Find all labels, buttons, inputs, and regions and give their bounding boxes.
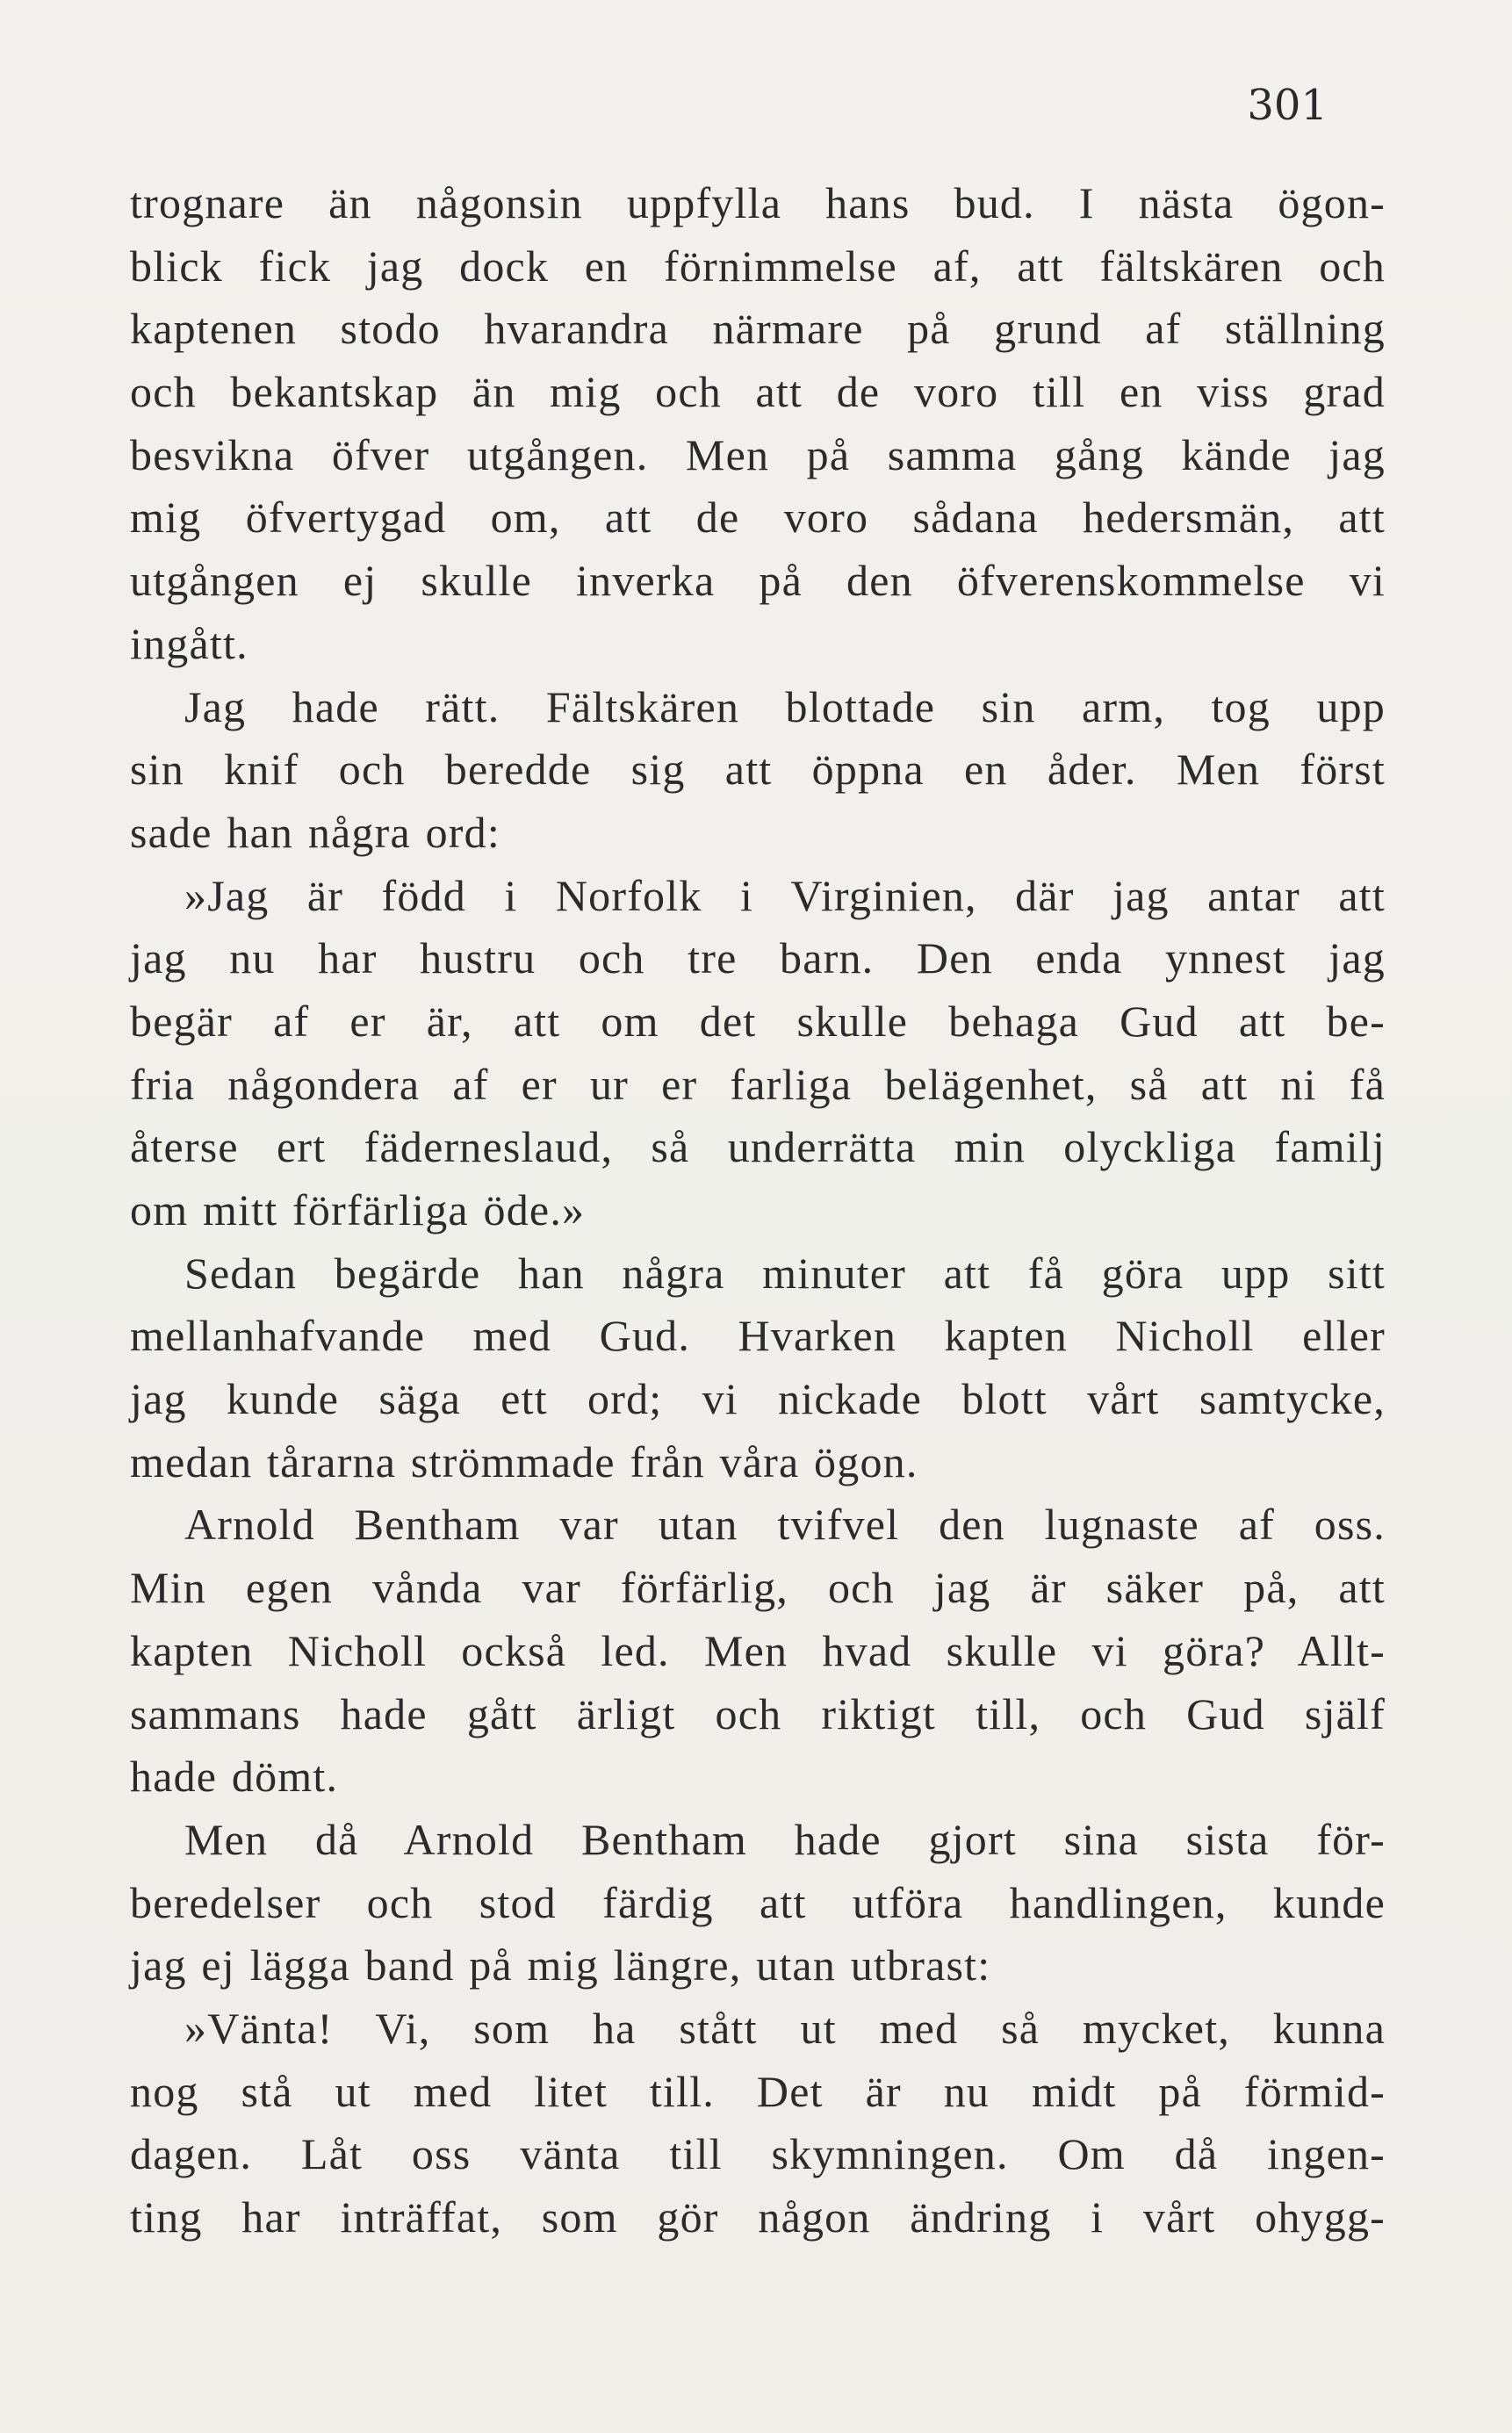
text-line: utgången ej skulle inverka på den öfverenskommelse vi: [130, 556, 1386, 606]
text-line: jag kunde säga ett ord; vi nickade blott vårt samtycke,: [130, 1374, 1386, 1424]
text-line: trognare än någonsin uppfylla hans bud. I nästa ögon-: [130, 178, 1386, 227]
text-line: besvikna öfver utgången. Men på samma gång kände jag: [130, 429, 1386, 479]
text-line: sade han några ord:: [130, 807, 500, 857]
text-line: Arnold Bentham var utan tvifvel den lugnaste af oss.: [184, 1500, 1386, 1550]
text-line: »Vänta! Vi, som ha stått ut med så mycket, kunna: [184, 2003, 1386, 2053]
text-line: fria någondera af er ur er farliga belägenhet, så att ni få: [130, 1059, 1386, 1109]
text-line: begär af er är, att om det skulle behaga Gud att be-: [130, 996, 1386, 1046]
page-number: 301: [1247, 81, 1328, 130]
text-line: återse ert fäderneslaud, så underrätta min olyckliga familj: [130, 1122, 1386, 1172]
text-line: Jag hade rätt. Fältskären blottade sin arm, tog upp: [184, 681, 1386, 731]
text-line: blick fick jag dock en förnimmelse af, att fältskären och: [130, 241, 1386, 291]
text-line: ting har inträffat, som gör någon ändring i vårt ohygg-: [130, 2192, 1386, 2242]
text-line: »Jag är född i Norfolk i Virginien, där jag antar att: [184, 870, 1386, 920]
text-line: jag ej lägga band på mig längre, utan utbrast:: [130, 1940, 991, 1990]
text-line: mellanhafvande med Gud. Hvarken kapten Nicholl eller: [130, 1311, 1386, 1361]
text-line: dagen. Låt oss vänta till skymningen. Om då ingen-: [130, 2129, 1386, 2179]
text-line: sin knif och beredde sig att öppna en åder. Men först: [130, 745, 1386, 795]
text-line: kapten Nicholl också led. Men hvad skulle vi göra? Allt-: [130, 1625, 1386, 1675]
text-line: mig öfvertygad om, att de voro sådana hedersmän, att: [130, 493, 1386, 543]
text-line: jag nu har hustru och tre barn. Den enda ynnest jag: [130, 933, 1386, 983]
body-text: [130, 172, 1386, 2249]
text-line: kaptenen stodo hvarandra närmare på grund af ställning: [130, 304, 1386, 354]
text-line: nog stå ut med litet till. Det är nu midt på förmid-: [130, 2066, 1386, 2116]
text-line: beredelser och stod färdig att utföra handlingen, kunde: [130, 1877, 1386, 1927]
text-line: om mitt förfärliga öde.»: [130, 1185, 586, 1234]
text-line: Min egen vånda var förfärlig, och jag är säker på, att: [130, 1563, 1386, 1613]
text-line: ingått.: [130, 618, 248, 668]
text-line: Sedan begärde han några minuter att få göra upp sitt: [184, 1248, 1386, 1298]
text-line: medan tårarna strömmade från våra ögon.: [130, 1436, 918, 1486]
text-line: sammans hade gått ärligt och riktigt till, och Gud själf: [130, 1688, 1386, 1738]
text-line: och bekantskap än mig och att de voro till en viss grad: [130, 367, 1386, 417]
text-line: Men då Arnold Bentham hade gjort sina sista för-: [184, 1814, 1386, 1864]
text-line: hade dömt.: [130, 1752, 339, 1802]
